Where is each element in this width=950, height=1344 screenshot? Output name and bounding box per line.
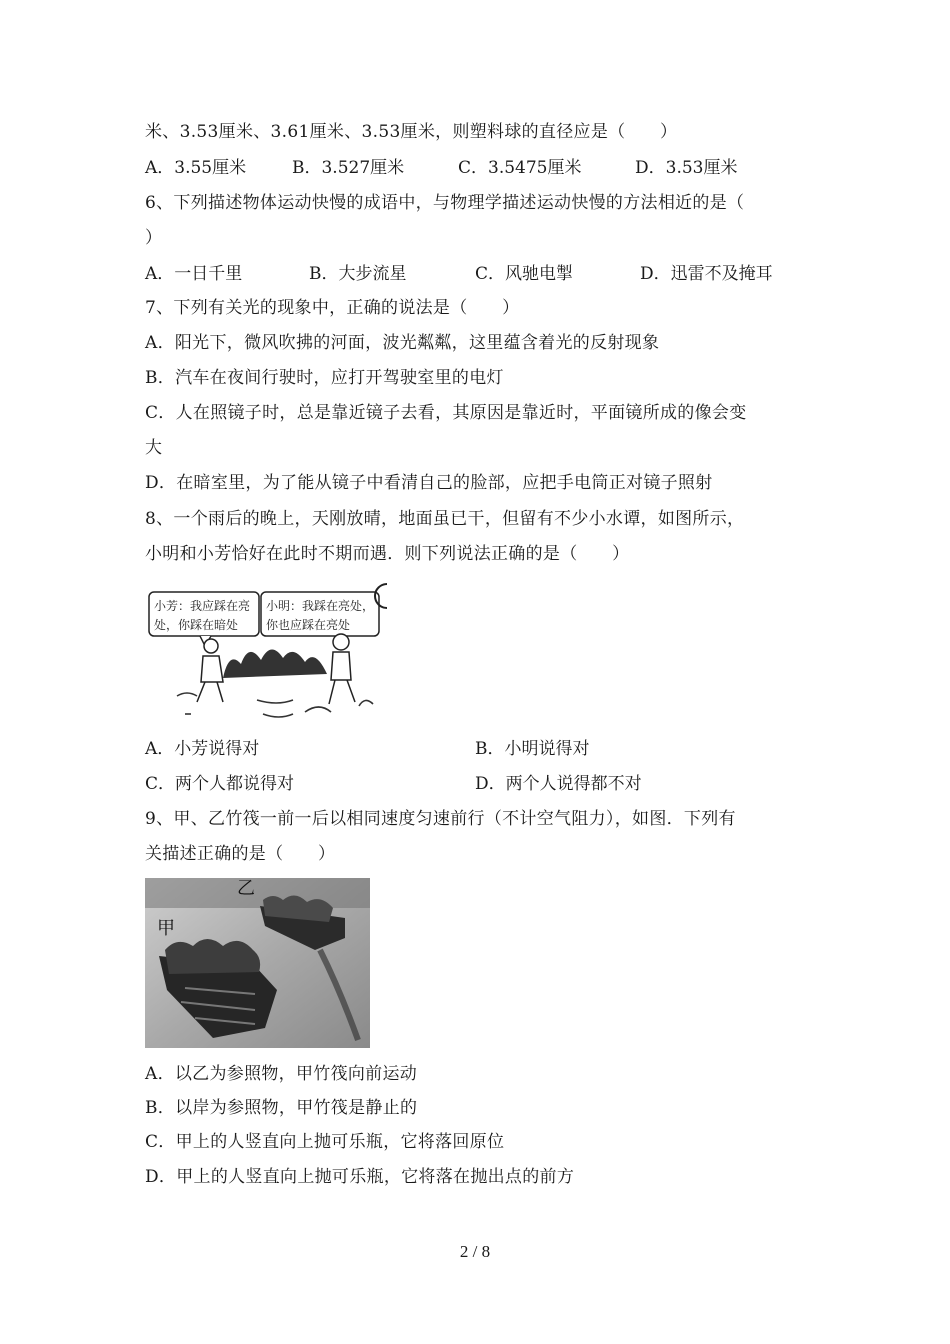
bubble-left-line-2: 处，你踩在暗处 <box>154 618 239 632</box>
puddle-strokes <box>177 693 373 717</box>
q5-stem-continued: 米、3.53厘米、3.61厘米、3.53厘米，则塑料球的直径应是（ ） <box>145 122 678 142</box>
q9-raft-photo <box>145 878 370 1048</box>
bubble-right-line-2: 你也应踩在亮处 <box>266 618 351 632</box>
q7-option-c-line-1: C．人在照镜子时，总是靠近镜子去看，其原因是靠近时，平面镜所成的像会变 <box>145 403 747 423</box>
q8-illustration <box>145 578 395 723</box>
q7-option-d: D．在暗室里，为了能从镜子中看清自己的脸部，应把手电筒正对镜子照射 <box>145 473 713 493</box>
girl-figure <box>197 639 223 702</box>
q5-option-a: A．3.55厘米 <box>145 158 247 178</box>
q5-option-c: C．3.5475厘米 <box>458 158 582 178</box>
q5-option-d: D．3.53厘米 <box>635 158 738 178</box>
boy-figure <box>329 634 355 704</box>
q9-option-c: C．甲上的人竖直向上抛可乐瓶，它将落回原位 <box>145 1132 505 1152</box>
q8-option-c: C．两个人都说得对 <box>145 774 295 794</box>
q9-option-d: D．甲上的人竖直向上抛可乐瓶，它将落在抛出点的前方 <box>145 1167 575 1187</box>
label-jia: 甲 <box>157 918 175 939</box>
q9-option-b: B．以岸为参照物，甲竹筏是静止的 <box>145 1098 418 1118</box>
bubble-left-line-1: 小芳：我应踩在亮 <box>154 599 251 613</box>
q6-option-a: A．一日千里 <box>145 264 243 284</box>
page-number: 2 / 8 <box>459 1242 491 1261</box>
q8-option-a: A．小芳说得对 <box>145 739 260 759</box>
bushes <box>223 649 327 678</box>
bubble-right-line-1: 小明：我踩在亮处， <box>266 599 375 613</box>
q8-stem-line-1: 8、一个雨后的晚上，天刚放晴，地面虽已干，但留有不少小水谭，如图所示， <box>145 509 745 529</box>
q7-option-b: B．汽车在夜间行驶时，应打开驾驶室里的电灯 <box>145 368 504 388</box>
q9-option-a: A．以乙为参照物，甲竹筏向前运动 <box>145 1064 418 1084</box>
q6-stem-line-1: 6、下列描述物体运动快慢的成语中，与物理学描述运动快慢的方法相近的是（ <box>145 193 745 213</box>
q6-option-d: D．迅雷不及掩耳 <box>640 264 773 284</box>
q7-stem: 7、下列有关光的现象中，正确的说法是（ ） <box>145 298 520 318</box>
q5-option-b: B．3.527厘米 <box>292 158 405 178</box>
q6-stem-line-2: ） <box>145 228 163 248</box>
q9-stem-line-1: 9、甲、乙竹筏一前一后以相同速度匀速前行（不计空气阻力），如图．下列有 <box>145 809 736 829</box>
q8-option-d: D．两个人说得都不对 <box>475 774 642 794</box>
label-yi: 乙 <box>237 878 255 899</box>
q7-option-c-line-2: 大 <box>145 438 163 458</box>
q6-option-c: C．风驰电掣 <box>475 264 574 284</box>
q8-stem-line-2: 小明和小芳恰好在此时不期而遇．则下列说法正确的是（ ） <box>145 544 630 564</box>
q9-stem-line-2: 关描述正确的是（ ） <box>145 844 336 864</box>
q7-option-a: A．阳光下，微风吹拂的河面，波光粼粼，这里蕴含着光的反射现象 <box>145 333 660 353</box>
q6-option-b: B．大步流星 <box>309 264 407 284</box>
q8-option-b: B．小明说得对 <box>475 739 590 759</box>
